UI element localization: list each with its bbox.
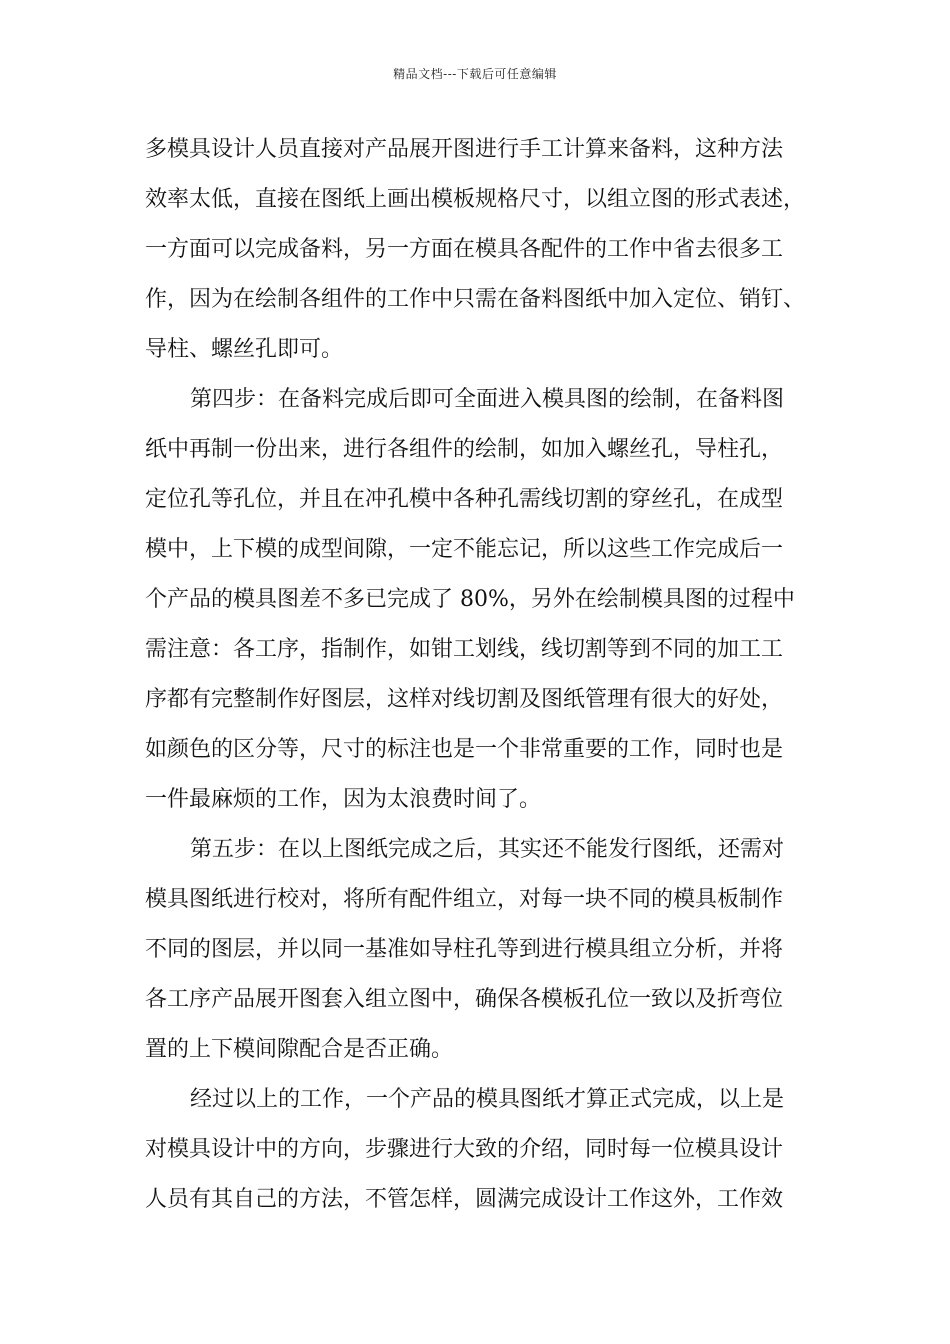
text-line: 各工序产品展开图套入组立图中，确保各模板孔位一致以及折弯位 bbox=[145, 987, 784, 1012]
text-line: 效率太低，直接在图纸上画出模板规格尺寸，以组立图的形式表述， bbox=[145, 187, 806, 212]
page-header: 精品文档---下载后可任意编辑 bbox=[393, 67, 557, 81]
text-line: 定位孔等孔位，并且在冲孔模中各种孔需线切割的穿丝孔，在成型 bbox=[145, 487, 784, 512]
text-line: 个产品的模具图差不多已完成了 80%，另外在绘制模具图的过程中 bbox=[145, 587, 795, 612]
paragraph-start-line: 第四步：在备料完成后即可全面进入模具图的绘制，在备料图 bbox=[190, 387, 785, 412]
text-line: 一方面可以完成备料，另一方面在模具各配件的工作中省去很多工 bbox=[145, 237, 784, 262]
text-line: 序都有完整制作好图层，这样对线切割及图纸管理有很大的好处， bbox=[145, 687, 784, 712]
text-line: 对模具设计中的方向，步骤进行大致的介绍，同时每一位模具设计 bbox=[145, 1137, 784, 1162]
text-line: 纸中再制一份出来，进行各组件的绘制，如加入螺丝孔，导柱孔， bbox=[145, 437, 784, 462]
text-line: 置的上下模间隙配合是否正确。 bbox=[145, 1037, 454, 1062]
text-line: 需注意：各工序，指制作，如钳工划线，线切割等到不同的加工工 bbox=[145, 637, 784, 662]
text-line: 模中，上下模的成型间隙，一定不能忘记，所以这些工作完成后一 bbox=[145, 537, 784, 562]
text-line: 模具图纸进行校对，将所有配件组立，对每一块不同的模具板制作 bbox=[145, 887, 784, 912]
text-line: 如颜色的区分等，尺寸的标注也是一个非常重要的工作，同时也是 bbox=[145, 737, 784, 762]
text-line: 导柱、螺丝孔即可。 bbox=[145, 337, 344, 362]
paragraph-start-line: 经过以上的工作，一个产品的模具图纸才算正式完成，以上是 bbox=[190, 1087, 785, 1112]
paragraph-start-line: 第五步：在以上图纸完成之后，其实还不能发行图纸，还需对 bbox=[190, 837, 785, 862]
text-line: 一件最麻烦的工作，因为太浪费时间了。 bbox=[145, 787, 542, 812]
text-line: 多模具设计人员直接对产品展开图进行手工计算来备料，这种方法 bbox=[145, 137, 784, 162]
text-line: 作，因为在绘制各组件的工作中只需在备料图纸中加入定位、销钉、 bbox=[145, 287, 806, 312]
text-line: 人员有其自己的方法，不管怎样，圆满完成设计工作这外，工作效 bbox=[145, 1187, 784, 1212]
text-line: 不同的图层，并以同一基准如导柱孔等到进行模具组立分析，并将 bbox=[145, 937, 784, 962]
